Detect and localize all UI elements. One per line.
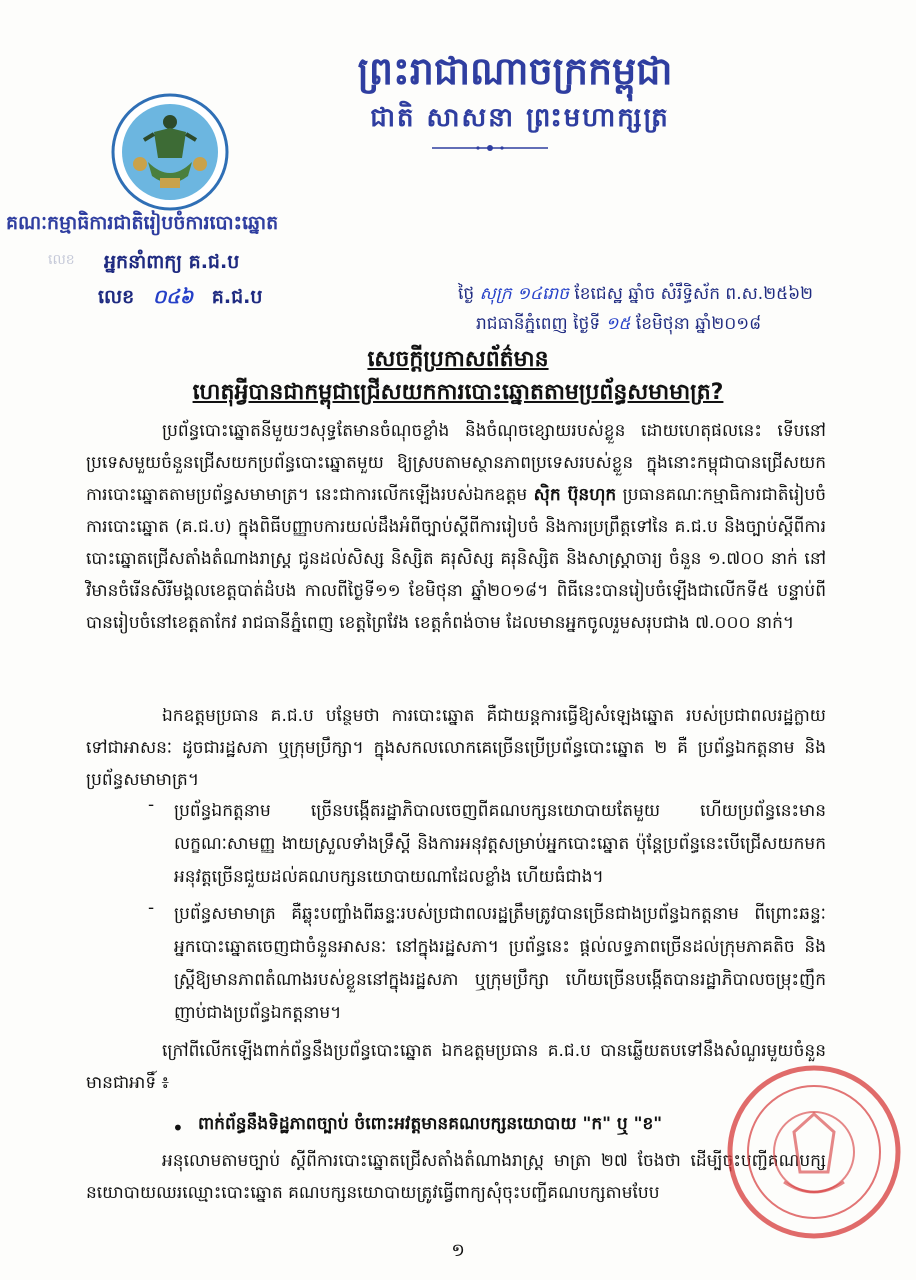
bullet-dash-1: - xyxy=(148,795,155,815)
faded-mark: លេខ xyxy=(48,252,75,268)
lunar-date: ថ្ងៃ សុក្រ ១៤រោច ខែជេស្ឋ ឆ្នាំច សំរឹទ្ធិស័ក ព.ស.២៥៦២ xyxy=(458,284,814,304)
agency-name: គណៈកម្មាធិការជាតិរៀបចំការបោះឆ្នោត xyxy=(6,212,279,234)
page-number: ១ xyxy=(451,1240,465,1261)
press-release-title: សេចក្តីប្រកាសព័ត៌មាន xyxy=(367,347,549,372)
official-red-stamp xyxy=(724,1062,904,1242)
reference-label: លេខ xyxy=(98,286,135,308)
paragraph-1: ប្រព័ន្ធបោះឆ្នោតនីមួយៗសុទ្ធតែមានចំណុចខ្លាំង និងចំណុចខ្សោយរបស់ខ្លួន ដោយហេតុផលនេះ ទើបនៅប្រទេសមួយចំនួនជ្រើសយកប្រព័ន្ធបោះឆ្នោតមួយ ឱ្យស្របតាមស្ថានភាពប្រទេសរបស់ខ្លួន ក្នុងនោះកម្ពុជាបានជ្រើសយកការបោះឆ្នោតតាមប្រព័ន្ធសមាមាត្រ។ នេះជាការលើកឡើងរបស់ឯកឧត្តម ស៊ិក ប៊ុនហុក ប្រធានគណៈកម្មាធិការជាតិរៀបចំការបោះឆ្នោត (គ.ជ.ប) ក្នុងពិធីបញ្ញាបការយល់ដឹងអំពីច្បាប់ស្តីពីការរៀបចំ និងការប្រព្រឹត្តទៅនៃ គ.ជ.ប និងច្បាប់ស្តីពីការបោះឆ្នោតជ្រើសតាំងតំណាងរាស្ត្រ ជូនដល់សិស្ស និស្សិត គរុសិស្ស គរុនិស្សិត និងសាស្ត្រាចារ្យ ចំនួន ១.៧០០ នាក់ នៅវិមានចំរើនសិរីមង្គលខេត្តបាត់ដំបង កាលពីថ្ងៃទី១១ ខែមិថុនា ឆ្នាំ២០១៨។ ពិធីនេះបានរៀបចំឡើងជាលើកទី៥ បន្ទាប់ពីបានរៀបចំនៅខេត្តតាកែវ រាជធានីភ្នំពេញ ខេត្តព្រៃវែង ខេត្តកំពង់ចាម ដែលមានអ្នកចូលរួមសរុបជាង ៧.០០០ នាក់។ xyxy=(86,421,826,633)
spokesman-unit: អ្នកនាំពាក្យ គ.ជ.ប xyxy=(104,251,240,273)
president-name: ស៊ិក ប៊ុនហុក xyxy=(533,485,617,505)
paragraph-4: អនុលោមតាមច្បាប់ ស្តីពីការបោះឆ្នោតជ្រើសតាំងតំណាងរាស្ត្រ មាត្រា ២៧ ចែងថា ដើម្បីចុះបញ្ជីគណបក្សនយោបាយឈរឈ្មោះបោះឆ្នោត គណបក្សនយោបាយត្រូវធ្វើពាក្យសុំចុះបញ្ជីគណបក្សតាមបែប xyxy=(86,1151,826,1203)
paragraph-3: ក្រៅពីលើកឡើងពាក់ព័ន្ធនឹងប្រព័ន្ធបោះឆ្នោត ឯកឧត្តមប្រធាន គ.ជ.ប បានឆ្លើយតបទៅនឹងសំណួរមួយចំនួនមានជាអាទិ៍ ៖ xyxy=(86,1041,826,1093)
bullet-dash-2: - xyxy=(148,898,155,918)
reference-number xyxy=(98,285,262,313)
solar-day-handwritten: ១៥ xyxy=(605,314,631,334)
kingdom-title: ព្រះរាជាណាចក្រកម្ពុជា xyxy=(357,49,673,93)
bullet-dot: • xyxy=(172,1116,184,1140)
press-release-subtitle: ហេតុអ្វីបានជាកម្ពុជាជ្រើសយកការបោះឆ្នោតតាមប្រព័ន្ធសមាមាត្រ? xyxy=(192,380,724,405)
majority-system-item: ប្រព័ន្ធឯកត្តនាម ច្រើនបង្កើតរដ្ឋាភិបាលចេញពីគណបក្សនយោបាយតែមួយ ហើយប្រព័ន្ធនេះមានលក្ខណៈសាមញ្ញ ងាយស្រួលទាំងទ្រឹស្តី និងការអនុវត្តសម្រាប់អ្នកបោះឆ្នោត ប៉ុន្តែប្រព័ន្ធនេះបើជ្រើសយកមកអនុវត្តច្រើនជួយដល់គណបក្សនយោបាយណាដែលខ្លាំង ហើយធំជាង។ xyxy=(174,801,826,887)
election-committee-logo xyxy=(110,92,230,212)
reference-number-value: ០៤៦ xyxy=(152,286,194,308)
motto: ជាតិ សាសនា ព្រះមហាក្សត្រ xyxy=(370,103,670,133)
solar-date: រាជធានីភ្នំពេញ ថ្ងៃទី ១៥ ខែមិថុនា ឆ្នាំ២០១៨ xyxy=(476,314,762,334)
section-heading: ពាក់ព័ន្ធនឹងទិដ្ឋភាពច្បាប់ ចំពោះអវត្តមានគណបក្សនយោបាយ "ក" ឬ "ខ" xyxy=(198,1114,663,1134)
proportional-system-item: ប្រព័ន្ធសមាមាត្រ គឺឆ្លុះបញ្ចាំងពីឆន្ទៈរបស់ប្រជាពលរដ្ឋត្រឹមត្រូវបានច្រើនជាងប្រព័ន្ធឯកត្តនាម ពីព្រោះឆន្ទៈអ្នកបោះឆ្នោតចេញជាចំនួនអាសនៈ នៅក្នុងរដ្ឋសភា។ ប្រព័ន្ធនេះ ផ្តល់លទ្ធភាពច្រើនដល់ក្រុមភាគតិច និងស្ត្រីឱ្យមានភាពតំណាងរបស់ខ្លួននៅក្នុងរដ្ឋសភា ឬក្រុមប្រឹក្សា ហើយច្រើនបង្កើតបានរដ្ឋាភិបាលចម្រុះញឹកញាប់ជាងប្រព័ន្ធឯកត្តនាម។ xyxy=(174,904,826,1023)
lunar-date-handwritten: សុក្រ ១៤រោច xyxy=(479,284,569,304)
reference-suffix: គ.ជ.ប xyxy=(211,286,263,308)
paragraph-2: ឯកឧត្តមប្រធាន គ.ជ.ប បន្ថែមថា ការបោះឆ្នោត គឺជាយន្តការធ្វើឱ្យសំឡេងឆ្នោត របស់ប្រជាពលរដ្ឋក្លាយទៅជាអាសនៈ ដូចជារដ្ឋសភា ឬក្រុមប្រឹក្សា។ ក្នុងសកលលោកគេច្រើនប្រើប្រព័ន្ធបោះឆ្នោត ២ គឺ ប្រព័ន្ធឯកត្តនាម និងប្រព័ន្ធសមាមាត្រ។ xyxy=(86,706,826,790)
ornament-divider xyxy=(430,141,550,155)
